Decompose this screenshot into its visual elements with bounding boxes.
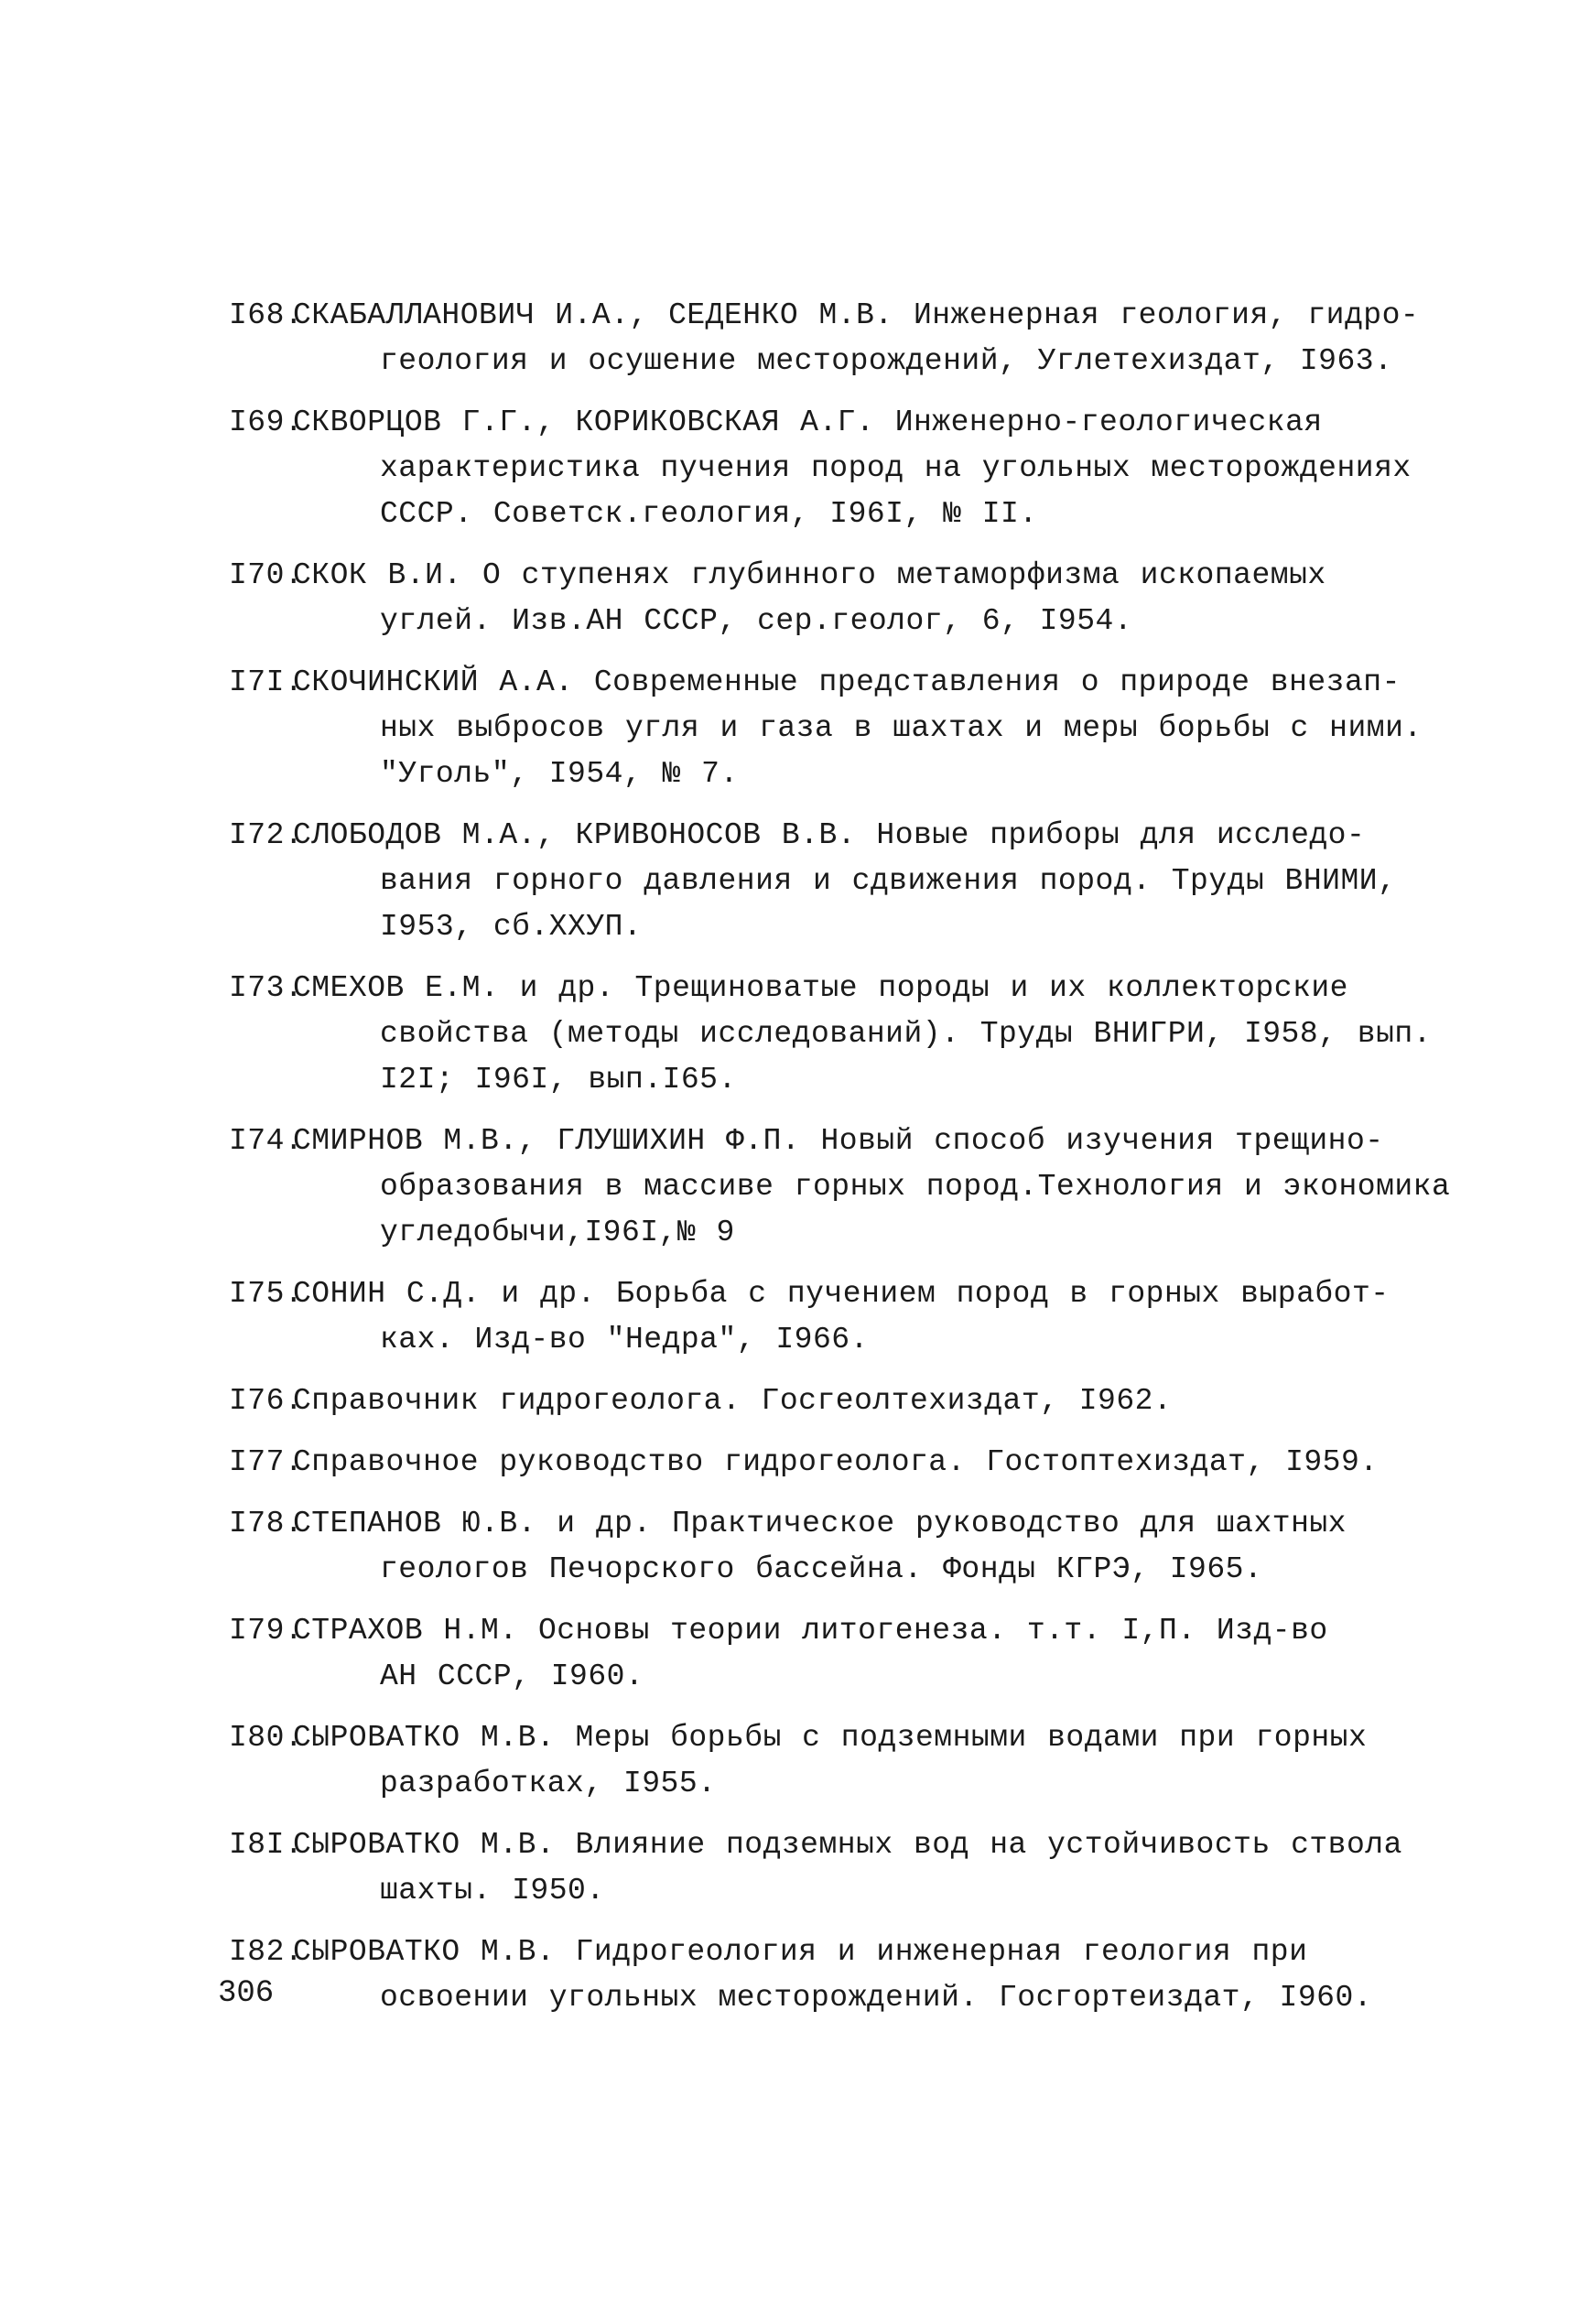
reference-entry	[229, 1501, 1428, 1593]
reference-number: I72.	[229, 818, 304, 852]
reference-text-continuation: I953, сб.ХХУП.	[380, 910, 643, 944]
reference-entry	[229, 966, 1432, 1103]
reference-text-first-line: СЫРОВАТКО М.В. Влияние подземных вод на устойчивость ствола	[293, 1828, 1402, 1862]
reference-number: I82.	[229, 1935, 304, 1969]
reference-text-first-line: СЫРОВАТКО М.В. Гидрогеология и инженерная геология при	[293, 1935, 1308, 1969]
reference-text-first-line: СТЕПАНОВ Ю.В. и др. Практическое руководство для шахтных	[293, 1507, 1347, 1540]
reference-number: I70.	[229, 558, 304, 592]
reference-text-first-line: Справочное руководство гидрогеолога. Гостоптехиздат, I959.	[293, 1445, 1379, 1479]
page-number: 306	[218, 1976, 275, 2011]
bibliography-list	[229, 293, 1451, 2037]
reference-text-first-line: СЫРОВАТКО М.В. Меры борьбы с подземными водами при горных	[293, 1721, 1368, 1755]
reference-number: I76.	[229, 1384, 304, 1418]
reference-entry	[229, 1440, 1428, 1486]
reference-entry	[229, 1822, 1428, 1914]
reference-number: I69.	[229, 405, 304, 439]
reference-number: I68.	[229, 298, 304, 332]
reference-text-first-line: СМИРНОВ М.В., ГЛУШИХИН Ф.П. Новый способ изучения трещино-	[293, 1124, 1384, 1158]
reference-text-continuation: освоении угольных месторождений. Госгортеиздат, I960.	[380, 1981, 1373, 2015]
reference-text-continuation: ках. Изд-во "Недра", I966.	[380, 1323, 869, 1357]
reference-entry	[229, 1119, 1451, 1256]
reference-text-continuation: шахты. I950.	[380, 1874, 605, 1908]
reference-entry	[229, 1715, 1428, 1807]
reference-text-continuation: СССР. Советск.геология, I96I, № II.	[380, 497, 1038, 531]
reference-text-first-line: СЛОБОДОВ М.А., КРИВОНОСОВ В.В. Новые приборы для исследо-	[293, 818, 1366, 852]
reference-text-continuation: характеристика пучения пород на угольных месторождениях	[380, 451, 1412, 485]
reference-entry	[229, 1608, 1428, 1700]
reference-text-first-line: СМЕХОВ Е.М. и др. Трещиноватые породы и их коллекторские	[293, 971, 1348, 1005]
reference-text-continuation: геология и осушение месторождений, Углетехиздат, I963.	[380, 344, 1393, 378]
reference-number: I77.	[229, 1445, 304, 1479]
reference-text-continuation: угледобычи,I96I,№ 9	[380, 1216, 735, 1249]
reference-text-continuation: ных выбросов угля и газа в шахтах и меры борьбы с ними.	[380, 711, 1423, 745]
reference-text-continuation: свойства (методы исследований). Труды ВНИГРИ, I958, вып.	[380, 1017, 1432, 1051]
reference-text-continuation: образования в массиве горных пород.Технология и экономика	[380, 1170, 1451, 1204]
reference-text-continuation: разработках, I955.	[380, 1767, 717, 1800]
reference-entry	[229, 1378, 1428, 1424]
reference-text-continuation: вания горного давления и сдвижения пород. Труды ВНИМИ,	[380, 864, 1397, 898]
reference-entry	[229, 813, 1428, 950]
reference-text-first-line: СКОЧИНСКИЙ А.А. Современные представления о природе внезап-	[293, 665, 1401, 699]
reference-entry	[229, 400, 1428, 537]
reference-number: I80.	[229, 1721, 304, 1755]
reference-number: I73.	[229, 971, 304, 1005]
reference-text-first-line: СТРАХОВ Н.М. Основы теории литогенеза. т.т. I,П. Изд-во	[293, 1614, 1328, 1648]
reference-text-first-line: Справочник гидрогеолога. Госгеолтехиздат, I962.	[293, 1384, 1173, 1418]
reference-number: I7I.	[229, 665, 304, 699]
reference-text-first-line: СКОК В.И. О ступенях глубинного метаморфизма ископаемых	[293, 558, 1326, 592]
reference-entry	[229, 660, 1428, 797]
reference-text-continuation: геологов Печорского бассейна. Фонды КГРЭ, I965.	[380, 1552, 1263, 1586]
reference-number: I78.	[229, 1507, 304, 1540]
reference-number: I75.	[229, 1277, 304, 1311]
reference-entry	[229, 553, 1428, 644]
reference-text-continuation: углей. Изв.АН СССР, сер.геолог, 6, I954.	[380, 604, 1133, 638]
reference-text-first-line: СКВОРЦОВ Г.Г., КОРИКОВСКАЯ А.Г. Инженерно-геологическая	[293, 405, 1323, 439]
reference-entry	[229, 293, 1428, 384]
reference-text-first-line: СКАБАЛЛАНОВИЧ И.А., СЕДЕНКО М.В. Инженерная геология, гидро-	[293, 298, 1420, 332]
reference-number: I74.	[229, 1124, 304, 1158]
reference-text-continuation: I2I; I96I, вып.I65.	[380, 1063, 737, 1097]
reference-number: I79.	[229, 1614, 304, 1648]
reference-text-first-line: СОНИН С.Д. и др. Борьба с пучением пород в горных выработ-	[293, 1277, 1390, 1311]
reference-entry	[229, 1271, 1428, 1363]
reference-entry	[229, 1929, 1428, 2021]
reference-text-continuation: "Уголь", I954, № 7.	[380, 757, 739, 791]
reference-text-continuation: АН СССР, I960.	[380, 1659, 644, 1693]
reference-number: I8I.	[229, 1828, 304, 1862]
